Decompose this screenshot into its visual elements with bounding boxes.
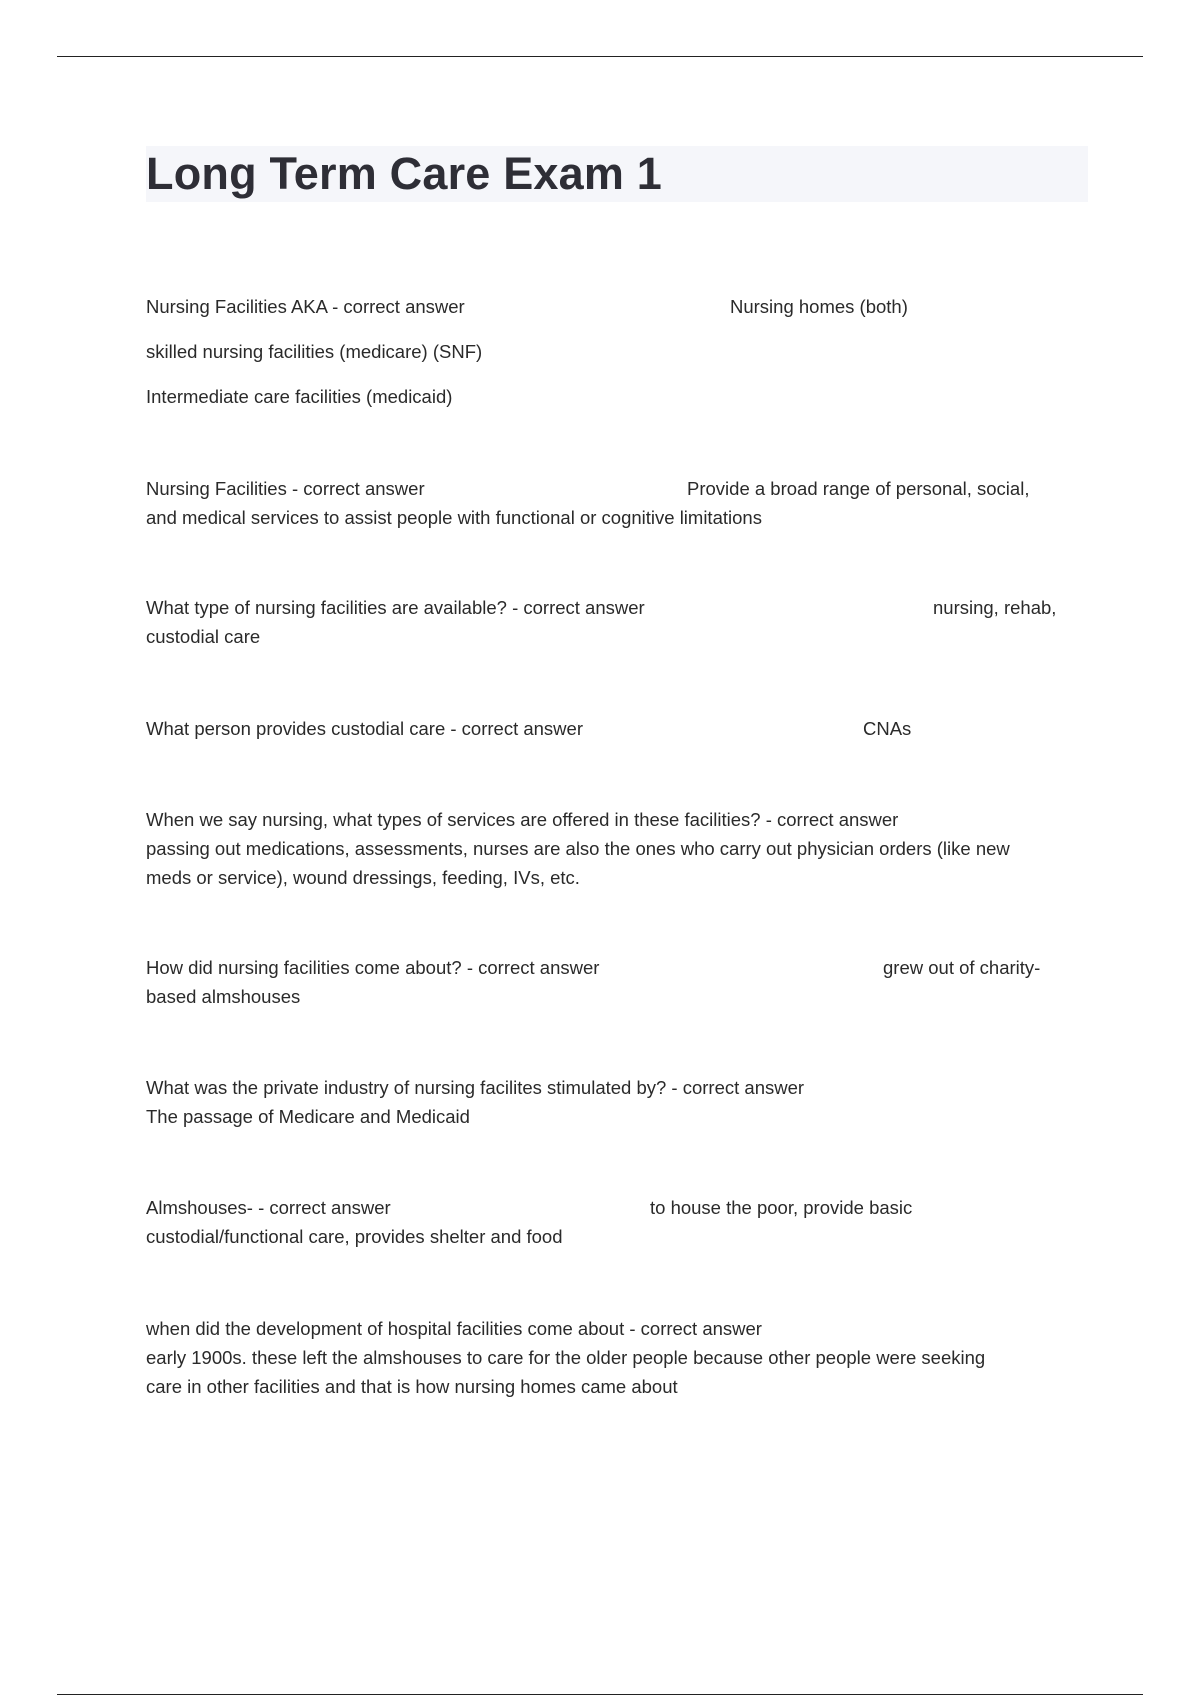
question-text: Nursing Facilities - correct answer (146, 478, 425, 499)
answer-text: nursing, rehab, (933, 597, 1057, 618)
answer-text: The passage of Medicare and Medicaid (146, 1106, 470, 1127)
qa-card (146, 714, 1086, 743)
answer-text: CNAs (863, 718, 912, 739)
answer-continuation: care in other facilities and that is how nursing homes came about (146, 1376, 678, 1397)
page-title: Long Term Care Exam 1 (146, 148, 663, 199)
qa-card (146, 593, 1086, 651)
qa-card (146, 292, 1086, 411)
answer-extra-line: Intermediate care facilities (medicaid) (146, 386, 453, 407)
top-rule (57, 56, 1143, 57)
bottom-rule (57, 1694, 1143, 1695)
qa-card (146, 1193, 1086, 1251)
question-text: When we say nursing, what types of services are offered in these facilities? - correct answer (146, 809, 899, 830)
question-text: How did nursing facilities come about? - correct answer (146, 957, 600, 978)
qa-card (146, 474, 1086, 532)
question-text: What type of nursing facilities are available? - correct answer (146, 597, 645, 618)
question-text: What person provides custodial care - correct answer (146, 718, 583, 739)
answer-text: Provide a broad range of personal, social, (687, 478, 1030, 499)
answer-continuation: meds or service), wound dressings, feeding, IVs, etc. (146, 867, 580, 888)
question-text: when did the development of hospital facilities come about - correct answer (146, 1318, 762, 1339)
qa-card (146, 953, 1086, 1011)
answer-text: grew out of charity- (883, 957, 1041, 978)
qa-card (146, 1073, 1086, 1131)
question-text: Almshouses- - correct answer (146, 1197, 391, 1218)
answer-continuation: custodial care (146, 626, 261, 647)
question-text: What was the private industry of nursing facilites stimulated by? - correct answer (146, 1077, 805, 1098)
answer-continuation: custodial/functional care, provides shelter and food (146, 1226, 563, 1247)
answer-text: to house the poor, provide basic (650, 1197, 913, 1218)
qa-card (146, 1314, 1086, 1401)
answer-continuation: based almshouses (146, 986, 301, 1007)
answer-text: passing out medications, assessments, nurses are also the ones who carry out physician orders (like new (146, 838, 1010, 859)
question-text: Nursing Facilities AKA - correct answer (146, 296, 465, 317)
answer-text: early 1900s. these left the almshouses to care for the older people because other people were seeking (146, 1347, 986, 1368)
qa-card (146, 805, 1086, 892)
answer-text: Nursing homes (both) (730, 296, 908, 317)
answer-extra-line: skilled nursing facilities (medicare) (SNF) (146, 341, 483, 362)
answer-continuation: and medical services to assist people with functional or cognitive limitations (146, 507, 762, 528)
